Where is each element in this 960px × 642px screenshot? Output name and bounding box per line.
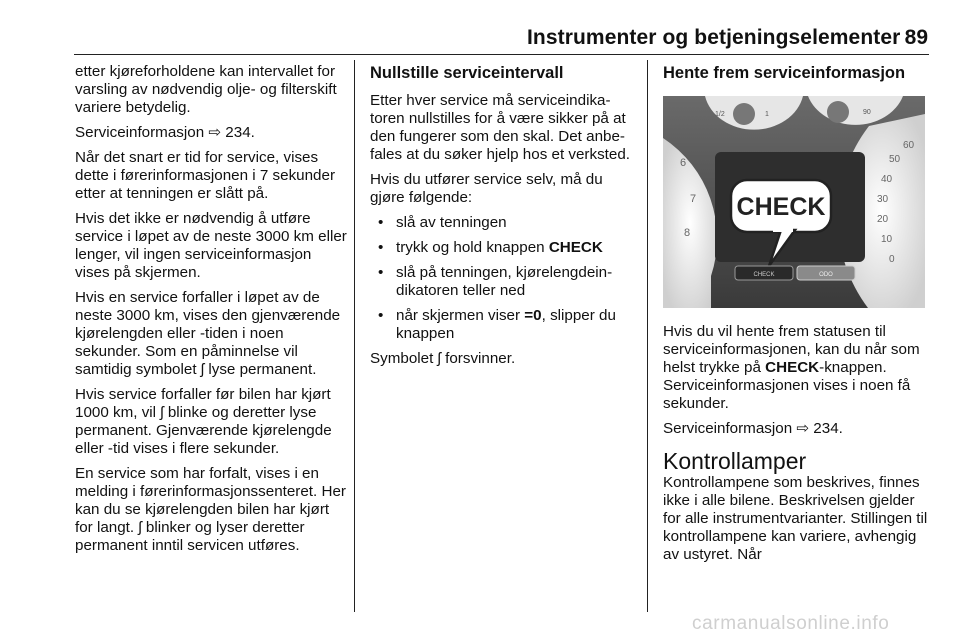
column-divider-2 bbox=[647, 60, 648, 612]
tachometer-tick-label: 7 bbox=[690, 193, 697, 205]
column-3 bbox=[663, 63, 928, 571]
list-item bbox=[370, 307, 638, 343]
watermark: carmanualsonline.info bbox=[692, 613, 890, 634]
list-item-text: trykk og hold knappen bbox=[396, 239, 549, 256]
column-divider-1 bbox=[354, 60, 355, 612]
paragraph: Hvis service forfaller før bilen har kjørt 1000 km, vil ʃ blinke og deretter lyse permanent. Gjenværende kjørelengde eller -tid vises i flere sekunder. bbox=[75, 386, 332, 457]
check-button-label: CHECK bbox=[765, 359, 820, 376]
instrument-cluster-figure bbox=[663, 96, 925, 308]
header-divider bbox=[74, 54, 929, 55]
list-item-text: slå av tenningen bbox=[396, 214, 507, 231]
list-item bbox=[370, 264, 638, 300]
paragraph: Kontrollampene som beskrives, finnes ikke i alle bilene. Beskrivelsen gjelder for alle instrumentvarianter. Stillingen til kontrollampene kan variere, avhengig av ustyret. Når bbox=[663, 474, 928, 563]
speedometer-tick-label: 60 bbox=[903, 140, 915, 151]
fuel-tick-label: 1 bbox=[765, 111, 769, 118]
service-info-reference: Serviceinformasjon ⇨ 234. bbox=[75, 124, 255, 141]
temperature-gauge-hub bbox=[827, 101, 849, 123]
speedometer-tick-label: 20 bbox=[877, 214, 889, 225]
zero-value: =0 bbox=[524, 307, 542, 324]
page-number: 89 bbox=[904, 26, 928, 49]
list-item-text: , slipper du knappen bbox=[396, 307, 616, 342]
column-2 bbox=[370, 63, 638, 375]
fuel-gauge-hub bbox=[733, 103, 755, 125]
callout-pointer-join bbox=[773, 227, 793, 232]
speedometer-tick-label: 30 bbox=[877, 194, 889, 205]
subsection-heading-reset-interval: Nullstille serviceintervall bbox=[370, 64, 564, 82]
paragraph: Hvis du utfører service selv, må du gjøre følgende: bbox=[370, 171, 603, 206]
fuel-tick-label: 1/2 bbox=[715, 111, 725, 118]
paragraph: Symbolet ʃ forsvinner. bbox=[370, 350, 516, 367]
list-item-text: når skjermen viser bbox=[396, 307, 525, 324]
paragraph: Etter hver service må serviceindikatoren nullstilles for å være sikker på at den fungerer som den skal. Det anbefales at du søker hjelp hos et verksted. bbox=[370, 92, 631, 163]
column-1 bbox=[75, 63, 350, 562]
paragraph: Når det snart er tid for service, vises dette i førerinformasjonen i 7 sekunder etter at tenningen er slått på. bbox=[75, 149, 336, 202]
list-item bbox=[370, 239, 638, 257]
section-heading-warning-lights: Kontrollamper bbox=[663, 448, 807, 474]
service-info-reference: Serviceinformasjon ⇨ 234. bbox=[663, 420, 843, 437]
speedometer-tick-label: 0 bbox=[889, 254, 895, 265]
paragraph: En service som har forfalt, vises i en melding i førerinformasjonssenteret. Her kan du se kjørelengden bilen har kjørt for langt. ʃ blinker og lyser deretter permanent inntil servicen utføres. bbox=[75, 465, 346, 554]
paragraph-text: Hvis du vil hente frem statusen til serviceinformasjonen, kan du når som helst trykke på bbox=[663, 323, 920, 376]
speedometer-tick-label: 50 bbox=[889, 154, 901, 165]
steps-list bbox=[370, 214, 638, 343]
paragraph: Hvis det ikke er nødvendig å utføre service i løpet av de neste 3000 km eller lenger, vil ingen serviceinformasjon vises på skjermen. bbox=[75, 210, 347, 281]
odo-hardware-button-label: ODO bbox=[819, 272, 833, 278]
subsection-heading-service-info: Hente frem serviceinformasjon bbox=[663, 64, 906, 82]
paragraph: etter kjøreforholdene kan intervallet for varsling av nødvendig olje- og filterskift variere betydelig. bbox=[75, 63, 337, 116]
check-hardware-button-label: CHECK bbox=[753, 272, 775, 278]
list-item-text: slå på tenningen, kjørelengdeindikatoren teller ned bbox=[396, 264, 613, 299]
list-item bbox=[370, 214, 638, 232]
paragraph bbox=[663, 323, 928, 413]
speedometer-tick-label: 40 bbox=[881, 174, 893, 185]
paragraph: Hvis en service forfaller i løpet av de neste 3000 km, vises den gjenværende kjørelengden eller -tiden i noen sekunder. Som en påminnelse vil samtidig symbolet ʃ lyse permanent. bbox=[75, 289, 341, 378]
speedometer-tick-label: 10 bbox=[881, 234, 893, 245]
paragraph-text: -knappen. Serviceinformasjonen vises i noen få sekunder. bbox=[663, 359, 911, 412]
tachometer-tick-label: 8 bbox=[684, 227, 691, 239]
tachometer-tick-label: 6 bbox=[680, 157, 687, 169]
temp-tick-label: 90 bbox=[863, 109, 871, 116]
check-button-label: CHECK bbox=[548, 239, 603, 256]
check-callout-text: CHECK bbox=[736, 193, 826, 221]
page-header-title: Instrumenter og betjeningselementer bbox=[527, 26, 901, 49]
